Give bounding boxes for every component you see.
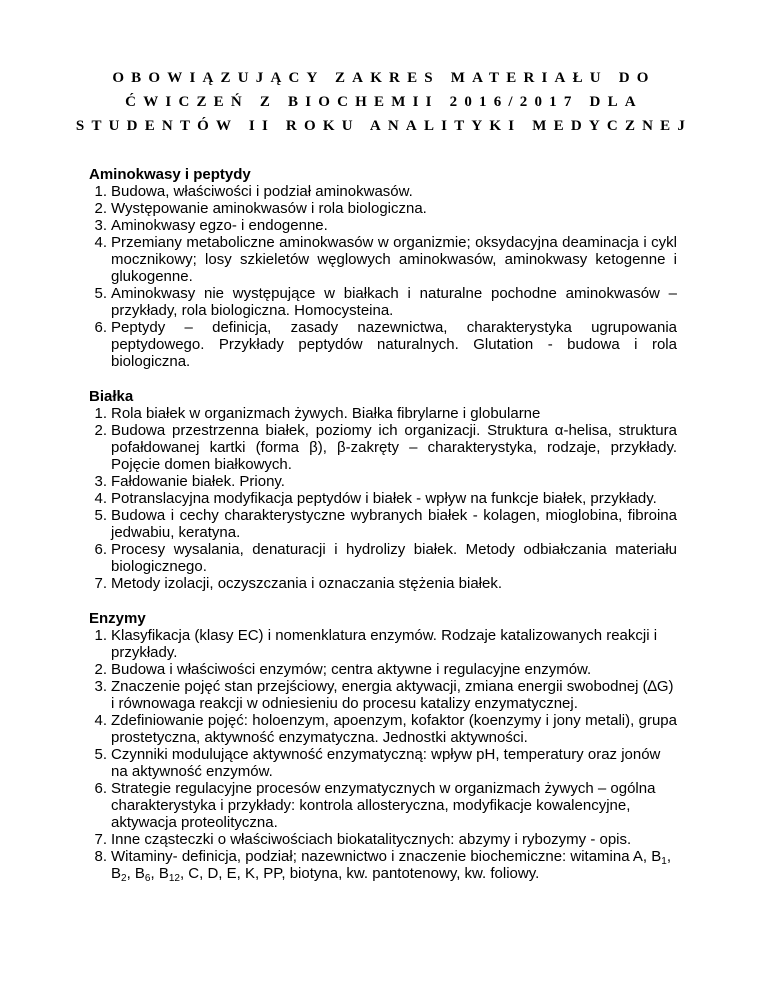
list-item-number: 8. xyxy=(94,848,107,865)
numbered-list xyxy=(89,183,677,370)
list-item-text: Metody izolacji, oczyszczania i oznaczania stężenia białek. xyxy=(111,575,503,592)
list-item-text: Zdefiniowanie pojęć: holoenzym, apoenzym, kofaktor (koenzymy i jony metali), grupa prostetyczna, aktywność enzymatyczna. Jednostki aktywności. xyxy=(111,712,677,746)
numbered-list xyxy=(89,627,677,882)
list-item xyxy=(89,473,677,490)
list-item-number: 4. xyxy=(94,234,107,251)
section-heading: Enzymy xyxy=(89,610,146,627)
list-item-number: 7. xyxy=(94,831,107,848)
subscript: 2 xyxy=(121,873,127,884)
list-item-text: Aminokwasy nie występujące w białkach i naturalne pochodne aminokwasów – przykłady, rola biologiczna. Homocysteina. xyxy=(111,285,677,319)
list-item-number: 1. xyxy=(94,405,107,422)
list-item-text: Rola białek w organizmach żywych. Białka fibrylarne i globularne xyxy=(111,405,541,422)
subscript: 1 xyxy=(661,856,667,867)
title-line: OBOWIĄZUJĄCY ZAKRES MATERIAŁU DO xyxy=(112,70,656,86)
list-item xyxy=(89,200,677,217)
list-item-number: 2. xyxy=(94,661,107,678)
list-item-text: Budowa przestrzenna białek, poziomy ich organizacji. Struktura α-helisa, struktura pofałdowanej kartki (forma β), β-zakręty – charakterystyka, rodzaje, przykłady. Pojęcie domen białkowych. xyxy=(111,422,677,473)
list-item xyxy=(89,507,677,541)
list-item-text: Przemiany metaboliczne aminokwasów w organizmie; oksydacyjna deaminacja i cykl mocznikowy; losy szkieletów węglowych aminokwasów, aminokwasy ketogenne i glukogenne. xyxy=(111,234,677,285)
list-item-text: Strategie regulacyjne procesów enzymatycznych w organizmach żywych – ogólna charakterystyka i przykłady: kontrola allosteryczna, modyfikacje kowalencyjne, aktywacja proteolityczna. xyxy=(111,780,656,831)
section xyxy=(89,610,677,882)
list-item xyxy=(89,541,677,575)
list-item-number: 1. xyxy=(94,183,107,200)
list-item-text: Występowanie aminokwasów i rola biologiczna. xyxy=(111,200,427,217)
list-item xyxy=(89,575,677,592)
text-run: , B xyxy=(126,865,145,882)
list-item xyxy=(89,217,677,234)
list-item xyxy=(89,183,677,200)
text-run: , B xyxy=(150,865,169,882)
numbered-list xyxy=(89,405,677,592)
list-item xyxy=(89,234,677,285)
list-item xyxy=(89,490,677,507)
list-item-number: 3. xyxy=(94,473,107,490)
list-item-text xyxy=(111,848,671,882)
list-item-text: Czynniki modulujące aktywność enzymatyczną: wpływ pH, temperatury oraz jonów na aktywność enzymów. xyxy=(111,746,661,780)
title-line: ĆWICZEŃ Z BIOCHEMII 2016/2017 DLA xyxy=(125,94,643,110)
list-item xyxy=(89,285,677,319)
list-item xyxy=(89,678,677,712)
list-item xyxy=(89,422,677,473)
list-item-number: 6. xyxy=(94,780,107,797)
list-item xyxy=(89,848,677,882)
text-run: , C, D, E, K, PP, biotyna, kw. pantotenowy, kw. foliowy. xyxy=(179,865,540,882)
list-item-number: 5. xyxy=(94,746,107,763)
list-item xyxy=(89,319,677,370)
list-item xyxy=(89,712,677,746)
section xyxy=(89,388,677,592)
list-item xyxy=(89,780,677,831)
list-item-number: 2. xyxy=(94,200,107,217)
subscript: 6 xyxy=(144,873,151,884)
list-item-text: Klasyfikacja (klasy EC) i nomenklatura enzymów. Rodzaje katalizowanych reakcji i przykłady. xyxy=(111,627,658,661)
section-heading: Białka xyxy=(89,388,134,405)
list-item xyxy=(89,831,677,848)
list-item-number: 7. xyxy=(94,575,107,592)
list-item-number: 2. xyxy=(94,422,107,439)
list-item-number: 1. xyxy=(94,627,107,644)
document-body xyxy=(89,166,677,900)
list-item-text: Procesy wysalania, denaturacji i hydrolizy białek. Metody odbiałczania materiału biologicznego. xyxy=(111,541,677,575)
list-item-number: 6. xyxy=(94,319,107,336)
list-item-number: 5. xyxy=(94,507,107,524)
list-item-text: Znaczenie pojęć stan przejściowy, energia aktywacji, zmiana energii swobodnej (∆G) i równowaga reakcji w odniesieniu do procesu katalizy enzymatycznej. xyxy=(111,678,674,712)
list-item-text: Budowa i właściwości enzymów; centra aktywne i regulacyjne enzymów. xyxy=(111,661,592,678)
list-item-number: 5. xyxy=(94,285,107,302)
list-item-text: Budowa i cechy charakterystyczne wybranych białek - kolagen, mioglobina, fibroina jedwabiu, keratyna. xyxy=(111,507,677,541)
list-item-text: Fałdowanie białek. Priony. xyxy=(111,473,285,490)
list-item xyxy=(89,746,677,780)
subscript: 12 xyxy=(168,873,180,884)
list-item-text: Potranslacyjna modyfikacja peptydów i białek - wpływ na funkcje białek, przykłady. xyxy=(111,490,657,507)
list-item-number: 4. xyxy=(94,712,107,729)
text-run: , B xyxy=(111,848,671,882)
section-heading: Aminokwasy i peptydy xyxy=(89,166,251,183)
list-item-number: 3. xyxy=(94,678,107,695)
list-item-number: 6. xyxy=(94,541,107,558)
list-item-text: Budowa, właściwości i podział aminokwasów. xyxy=(111,183,413,200)
list-item-number: 3. xyxy=(94,217,107,234)
text-run: Witaminy- definicja, podział; nazewnictwo i znaczenie biochemiczne: witamina A, B xyxy=(111,848,662,865)
list-item xyxy=(89,405,677,422)
title-line: STUDENTÓW II ROKU ANALITYKI MEDYCZNEJ xyxy=(75,118,693,134)
list-item xyxy=(89,661,677,678)
list-item-number: 4. xyxy=(94,490,107,507)
list-item xyxy=(89,627,677,661)
section xyxy=(89,166,677,370)
list-item-text: Peptydy – definicja, zasady nazewnictwa, charakterystyka ugrupowania peptydowego. Przykłady peptydów naturalnych. Glutation - budowa i rola biologiczna. xyxy=(111,319,677,370)
list-item-text: Aminokwasy egzo- i endogenne. xyxy=(111,217,328,234)
document-title xyxy=(60,66,708,138)
list-item-text: Inne cząsteczki o właściwościach biokatalitycznych: abzymy i rybozymy - opis. xyxy=(111,831,632,848)
